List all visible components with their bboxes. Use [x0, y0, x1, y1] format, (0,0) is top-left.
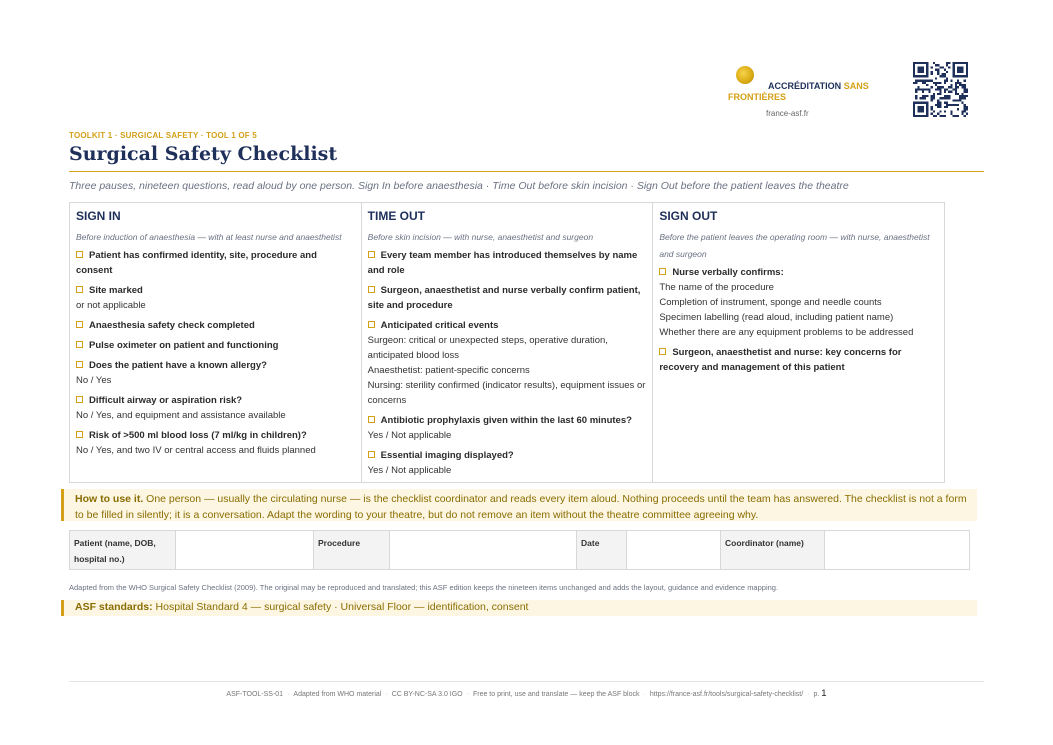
checklist-item-label [76, 318, 355, 333]
checkbox[interactable] [368, 286, 375, 293]
checklist-item-detail: Completion of instrument, sponge and needle counts [659, 297, 882, 308]
procedure-field[interactable] [390, 531, 577, 569]
standards-text: Hospital Standard 4 — surgical safety · Universal Floor — identification, consent [155, 601, 529, 613]
checklist-item-text: Surgeon, anaesthetist and nurse: key concerns for recovery and management of this patient [659, 347, 902, 373]
checklist-item-detail: The name of the procedure [659, 282, 774, 293]
checklist-item [659, 265, 938, 340]
checklist-item [76, 283, 355, 313]
checklist-item [368, 448, 647, 478]
column-heading: TIME OUT [367, 209, 425, 223]
brand-name [728, 81, 888, 103]
checklist-item-detail: Whether there are any equipment problems to be addressed [659, 327, 914, 338]
how-to-use-text: One person — usually the circulating nurse — is the checklist coordinator and reads every item aloud. Nothing proceeds until the team has answered. The checklist is not a form to be filled in silently; it is a conversation. Adapt the wording to your theatre, but do not remove an item without the theatre committee agreeing why. [75, 493, 967, 521]
footer-page-prefix: p. [813, 691, 820, 698]
date-field[interactable] [627, 531, 721, 569]
column-note: Before skin incision — with nurse, anaesthetist and surgeon [367, 232, 594, 242]
checklist-item-label [368, 248, 647, 278]
checklist-columns [69, 202, 945, 483]
footer-url-link[interactable]: https://france-asf.fr/tools/surgical-safety-checklist/ [649, 691, 804, 698]
checklist-item-label [76, 248, 355, 278]
checklist-item-detail: Yes / Not applicable [367, 430, 452, 441]
brand-name-part2: SANS FRONTIÈRES [728, 81, 869, 102]
checkbox[interactable] [76, 361, 83, 368]
checklist-item-text: Pulse oximeter on patient and functioning [89, 340, 279, 351]
column-heading: SIGN OUT [659, 209, 718, 223]
checklist-item [368, 318, 647, 408]
qr-code-icon [913, 62, 968, 117]
checklist-item [368, 248, 647, 278]
footer-divider [69, 681, 984, 682]
checklist-item [76, 248, 355, 278]
coordinator-label: Coordinator (name) [721, 531, 825, 569]
checkbox[interactable] [76, 286, 83, 293]
page-subtitle: Three pauses, nineteen questions, read aloud by one person. Sign In before anaesthesia · Time Out before skin incision · Sign Out before the patient leaves the theatre [69, 180, 849, 192]
checkbox[interactable] [76, 321, 83, 328]
page-footer: ASF-TOOL-SS-01 · Adapted from WHO material · CC BY-NC-SA 3.0 IGO · Free to print, use and translate — keep the ASF block · https://france-asf.fr/tools/surgical-safety-checklist/ · p. 1 [226, 688, 827, 699]
checklist-item [76, 338, 355, 353]
checklist-item-label [368, 283, 647, 313]
checklist-item-label [76, 393, 355, 408]
checklist-item-label [368, 448, 647, 463]
checklist-item-label [368, 413, 647, 428]
checklist-item-text: Patient has confirmed identity, site, procedure and consent [76, 250, 317, 276]
column-sign-out [653, 203, 944, 482]
toolkit-kicker: TOOLKIT 1 · SURGICAL SAFETY · TOOL 1 OF 5 [69, 131, 257, 140]
brand-name-part1: ACCRÉDITATION [768, 81, 842, 91]
checkbox[interactable] [76, 251, 83, 258]
checklist-item [76, 358, 355, 388]
page-title: Surgical Safety Checklist [69, 143, 338, 165]
checklist-item-text: Nurse verbally confirms: [672, 267, 784, 278]
column-note: Before induction of anaesthesia — with at least nurse and anaesthetist [76, 232, 342, 242]
checklist-item-label [659, 265, 938, 280]
checklist-item-detail: No / Yes, and two IV or central access and fluids planned [76, 445, 316, 456]
checklist-item-detail: Yes / Not applicable [367, 465, 452, 476]
footer-usage: Free to print, use and translate — keep the ASF block [472, 691, 640, 698]
checkbox[interactable] [368, 416, 375, 423]
checkbox[interactable] [659, 268, 666, 275]
checklist-item-text: Anaesthesia safety check completed [89, 320, 255, 331]
checklist-item-label [76, 338, 355, 353]
checklist-item-detail: Surgeon: critical or unexpected steps, operative duration, anticipated blood loss [367, 335, 608, 361]
checklist-item-text: Essential imaging displayed? [380, 450, 514, 461]
footer-license: CC BY-NC-SA 3.0 IGO [391, 691, 463, 698]
checklist-item-label [76, 428, 355, 443]
checklist-item-text: Antibiotic prophylaxis given within the last 60 minutes? [380, 415, 632, 426]
checkbox[interactable] [76, 396, 83, 403]
checklist-item-detail: Nursing: sterility confirmed (indicator results), equipment issues or concerns [367, 380, 646, 406]
checklist-item-detail: No / Yes [76, 375, 112, 386]
asf-standards-callout [61, 600, 977, 616]
checklist-item [368, 413, 647, 443]
checkbox[interactable] [76, 341, 83, 348]
procedure-label: Procedure [314, 531, 390, 569]
record-fields [69, 530, 970, 570]
checkbox[interactable] [368, 451, 375, 458]
checklist-item-label [76, 283, 355, 298]
patient-label: Patient (name, DOB, hospital no.) [70, 531, 176, 569]
standards-lead: ASF standards: [75, 601, 153, 613]
checklist-item-text: Difficult airway or aspiration risk? [89, 395, 243, 406]
checklist-item-label [76, 358, 355, 373]
checklist-item-text: Site marked [89, 285, 143, 296]
checklist-item-text: Anticipated critical events [380, 320, 499, 331]
checklist-item-detail: Specimen labelling (read aloud, including patient name) [659, 312, 894, 323]
title-divider [69, 171, 984, 172]
date-label: Date [577, 531, 627, 569]
column-heading: SIGN IN [76, 209, 121, 223]
checklist-item-text: Surgeon, anaesthetist and nurse verbally confirm patient, site and procedure [367, 285, 641, 311]
checklist-item-text: Every team member has introduced themselves by name and role [367, 250, 638, 276]
checkbox[interactable] [76, 431, 83, 438]
checklist-item [368, 283, 647, 313]
brand-url: france-asf.fr [766, 109, 809, 118]
how-to-use-lead: How to use it. [75, 493, 144, 505]
footer-source: Adapted from WHO material [293, 691, 382, 698]
column-time-out [362, 203, 654, 482]
checklist-item [76, 393, 355, 423]
checklist-item-detail: No / Yes, and equipment and assistance available [76, 410, 286, 421]
footer-code: ASF-TOOL-SS-01 [226, 691, 284, 698]
checklist-item-text: Risk of >500 ml blood loss (7 ml/kg in children)? [89, 430, 307, 441]
checklist-item-text: Does the patient have a known allergy? [89, 360, 267, 371]
source-credit: Adapted from the WHO Surgical Safety Checklist (2009). The original may be reproduced and translated; this ASF edition keeps the nineteen items unchanged and adds the layout, guidance and evidence mapping. [69, 583, 779, 592]
patient-field[interactable] [176, 531, 314, 569]
page-number: 1 [821, 688, 827, 699]
column-sign-in [70, 203, 362, 482]
checklist-item [76, 318, 355, 333]
checklist-item-detail: or not applicable [76, 300, 146, 311]
checkbox[interactable] [368, 321, 375, 328]
checklist-item [659, 345, 938, 375]
checklist-item-label [368, 318, 647, 333]
coordinator-field[interactable] [825, 531, 969, 569]
checklist-item-detail: Anaesthetist: patient-specific concerns [367, 365, 530, 376]
checkbox[interactable] [368, 251, 375, 258]
how-to-use-callout [61, 489, 977, 521]
checklist-item [76, 428, 355, 458]
column-note: Before the patient leaves the operating room — with nurse, anaesthetist and surgeon [659, 232, 930, 259]
checklist-item-label [659, 345, 938, 375]
checkbox[interactable] [659, 348, 666, 355]
